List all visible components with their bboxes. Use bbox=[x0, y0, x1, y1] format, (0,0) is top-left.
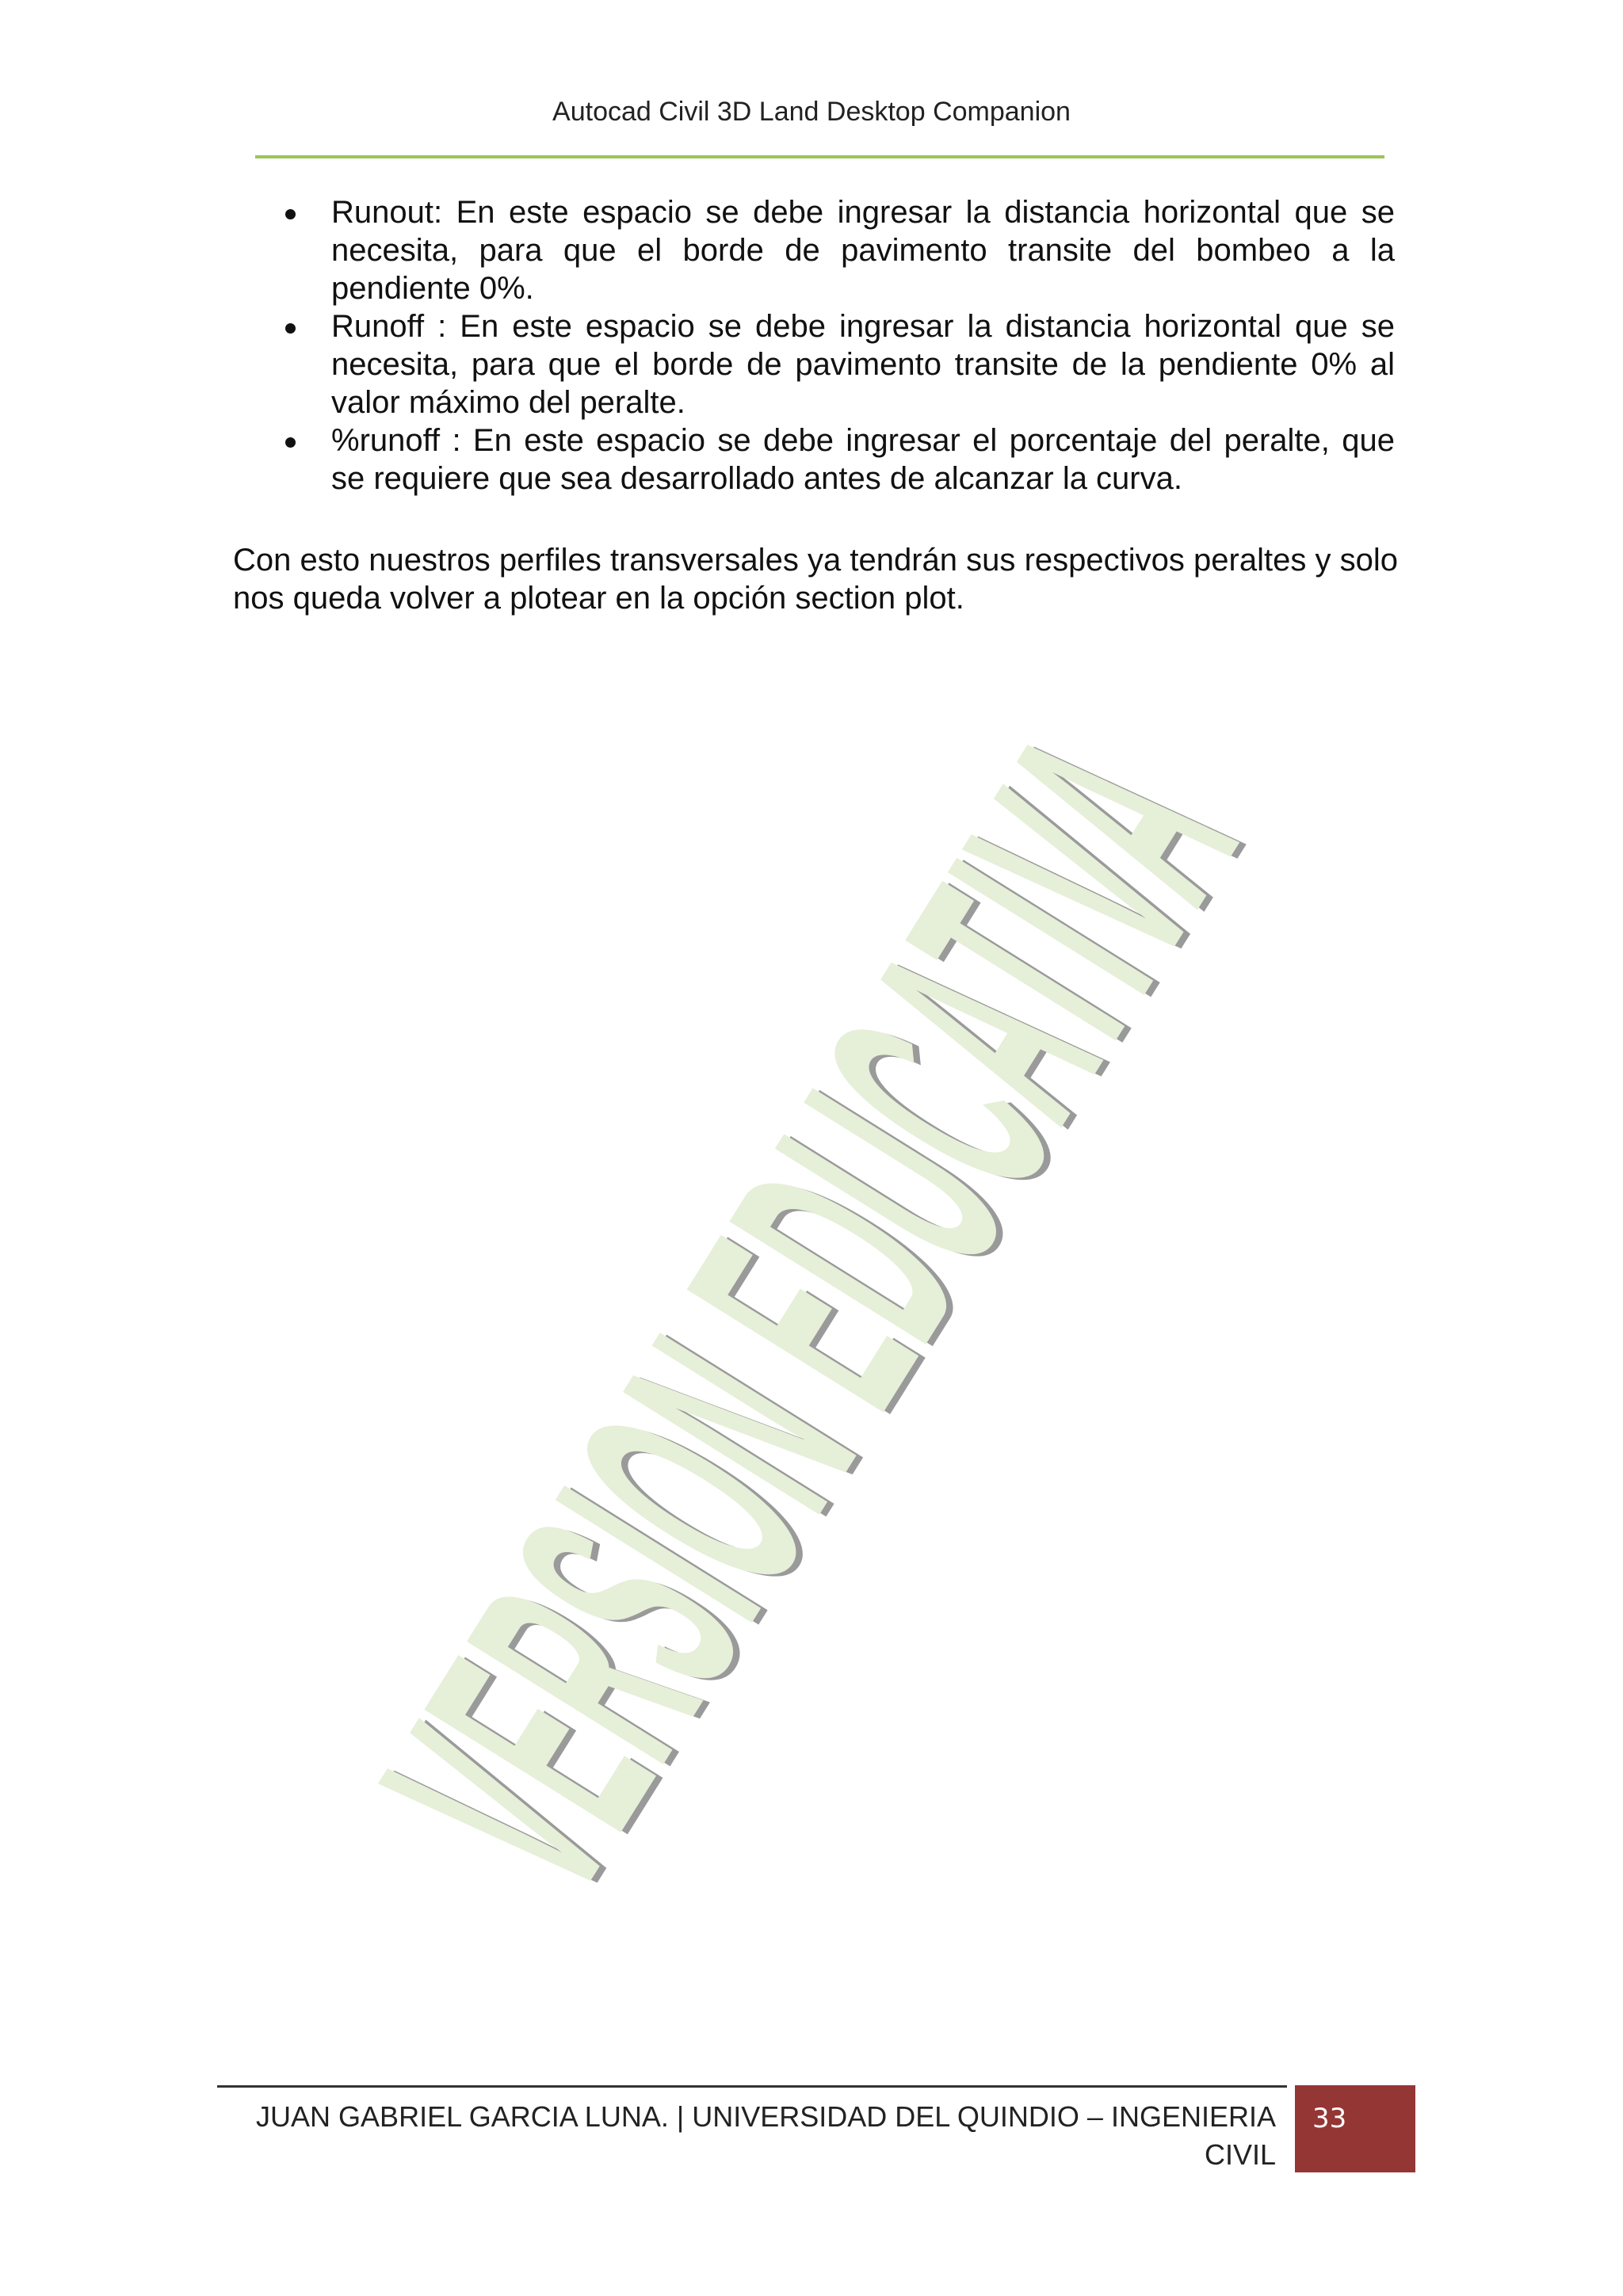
footer-divider bbox=[217, 2085, 1287, 2088]
list-item-text: %runoff : En este espacio se debe ingresar el porcentaje del peralte, que se requiere que sea desarrollado antes de alcanzar la curva. bbox=[331, 423, 1395, 496]
list-item-text: Runoff : En este espacio se debe ingresar la distancia horizontal que se necesita, para que el borde de pavimento transite de la pendiente 0% al valor máximo del peralte. bbox=[331, 309, 1395, 420]
bullet-icon bbox=[285, 323, 296, 334]
watermark: VERSION EDUCATIVA bbox=[315, 677, 1303, 1945]
footer-author: JUAN GABRIEL GARCIA LUNA. | UNIVERSIDAD DEL QUINDIO – INGENIERIA CIVIL bbox=[256, 2100, 1276, 2171]
header-divider bbox=[255, 155, 1384, 158]
body-paragraph: Con esto nuestros perfiles transversales ya tendrán sus respectivos peraltes y solo nos queda volver a plotear en la opción section plot. bbox=[233, 543, 1398, 616]
page-header-title: Autocad Civil 3D Land Desktop Companion bbox=[552, 97, 1071, 127]
list-item-text: Runout: En este espacio se debe ingresar la distancia horizontal que se necesita, para que el borde de pavimento transite del bombeo a la pendiente 0%. bbox=[331, 195, 1395, 306]
bullet-list bbox=[285, 193, 1395, 498]
bullet-icon bbox=[285, 437, 296, 448]
list-item bbox=[285, 307, 1395, 421]
list-item bbox=[285, 193, 1395, 307]
bullet-icon bbox=[285, 209, 296, 219]
list-item bbox=[285, 421, 1395, 498]
page-number: 33 bbox=[1312, 2103, 1347, 2134]
page-number-box bbox=[1295, 2085, 1415, 2172]
